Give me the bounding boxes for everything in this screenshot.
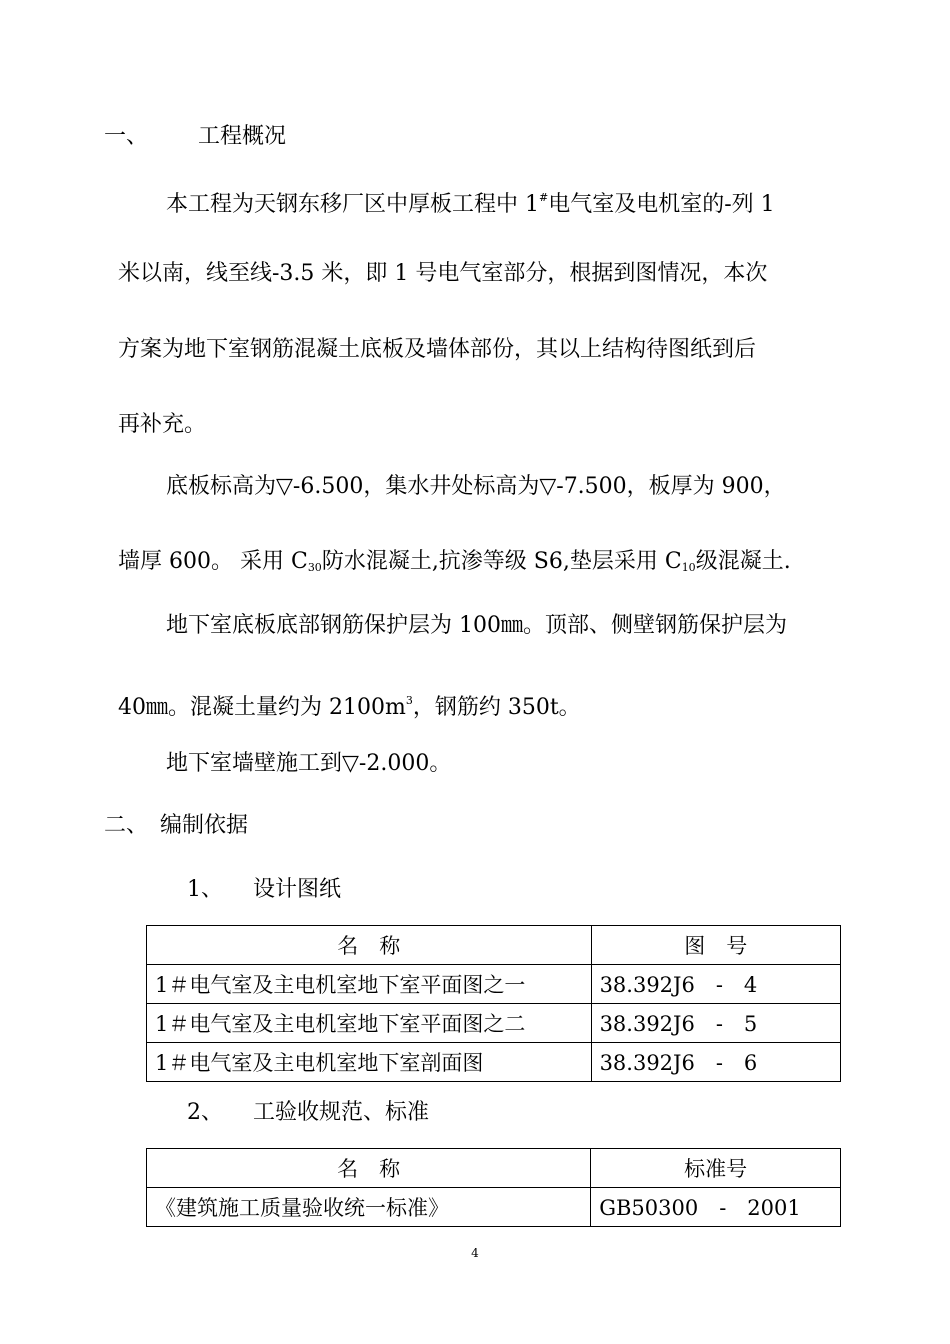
- drawing-name: 1＃电气室及主电机室地下室平面图之一: [147, 965, 592, 1004]
- drawing-name: 1＃电气室及主电机室地下室平面图之二: [147, 1004, 592, 1043]
- drawings-table: [146, 925, 841, 1082]
- overview-line-9: 地下室墙壁施工到▽-2.000。: [166, 751, 452, 776]
- header-name: 名 称: [147, 926, 592, 965]
- overview-line-6: [118, 547, 791, 583]
- section-2-number: 二、: [104, 813, 149, 838]
- overview-line-7: 地下室底板底部钢筋保护层为 100㎜。顶部、侧壁钢筋保护层为: [166, 613, 787, 638]
- table-row: [147, 1188, 841, 1227]
- overview-line-1: [166, 183, 775, 220]
- overview-line-8: [118, 686, 581, 723]
- section-2-title: 编制依据: [160, 813, 249, 838]
- overview-line-5: 底板标高为▽-6.500，集水井处标高为▽-7.500，板厚为 900，: [166, 474, 786, 499]
- page-number: 4: [471, 1246, 479, 1260]
- drawing-number: 38.392J6 - 6: [591, 1043, 840, 1082]
- table-row: [147, 965, 841, 1004]
- table-row: [147, 1043, 841, 1082]
- subsection-1-heading: [187, 875, 341, 905]
- header-standard-number: 标准号: [591, 1149, 841, 1188]
- overview-line-6-sub1: 30: [307, 561, 322, 574]
- overview-line-2: 米以南，线至线-3.5 米，即 1 号电气室部分，根据到图情况，本次: [118, 261, 768, 286]
- section-1-title: 工程概况: [198, 124, 287, 149]
- subsection-2-heading: [187, 1098, 429, 1128]
- standard-name: 《建筑施工质量验收统一标准》: [147, 1188, 591, 1227]
- table-header-row: [147, 1149, 841, 1188]
- overview-line-8a: 40㎜。混凝土量约为 2100m: [118, 695, 406, 720]
- drawing-number: 38.392J6 - 4: [591, 965, 840, 1004]
- subsection-1-title: 设计图纸: [253, 877, 342, 902]
- drawing-name: 1＃电气室及主电机室地下室剖面图: [147, 1043, 592, 1082]
- overview-line-3: 方案为地下室钢筋混凝土底板及墙体部份，其以上结构待图纸到后: [118, 337, 757, 362]
- drawing-number: 38.392J6 - 5: [591, 1004, 840, 1043]
- subsection-2-number: 2、: [187, 1100, 223, 1125]
- overview-line-1b: 电气室及电机室的-列 1: [548, 192, 775, 217]
- section-2-heading: [104, 811, 248, 841]
- overview-line-8b: ，钢筋约 350t。: [412, 695, 581, 720]
- table-header-row: [147, 926, 841, 965]
- overview-line-8-sup: 3: [405, 694, 413, 707]
- subsection-1-number: 1、: [187, 877, 223, 902]
- overview-line-1-sup: #: [539, 191, 549, 204]
- standard-number: GB50300 - 2001: [591, 1188, 841, 1227]
- overview-line-6a: 墙厚 600。 采用 C: [118, 549, 308, 574]
- overview-line-6c: 级混凝土.: [695, 549, 791, 574]
- overview-line-4: 再补充。: [118, 412, 207, 437]
- header-name: 名 称: [147, 1149, 591, 1188]
- overview-line-1a: 本工程为天钢东移厂区中厚板工程中 1: [166, 192, 539, 217]
- overview-line-6b: 防水混凝土,抗渗等级 S6,垫层采用 C: [321, 549, 682, 574]
- standards-table: [146, 1148, 841, 1227]
- overview-line-6-sub2: 10: [681, 561, 696, 574]
- table-row: [147, 1004, 841, 1043]
- subsection-2-title: 工验收规范、标准: [253, 1100, 430, 1125]
- header-number: 图 号: [591, 926, 840, 965]
- section-1-heading: [104, 122, 286, 152]
- section-1-number: 一、: [104, 124, 149, 149]
